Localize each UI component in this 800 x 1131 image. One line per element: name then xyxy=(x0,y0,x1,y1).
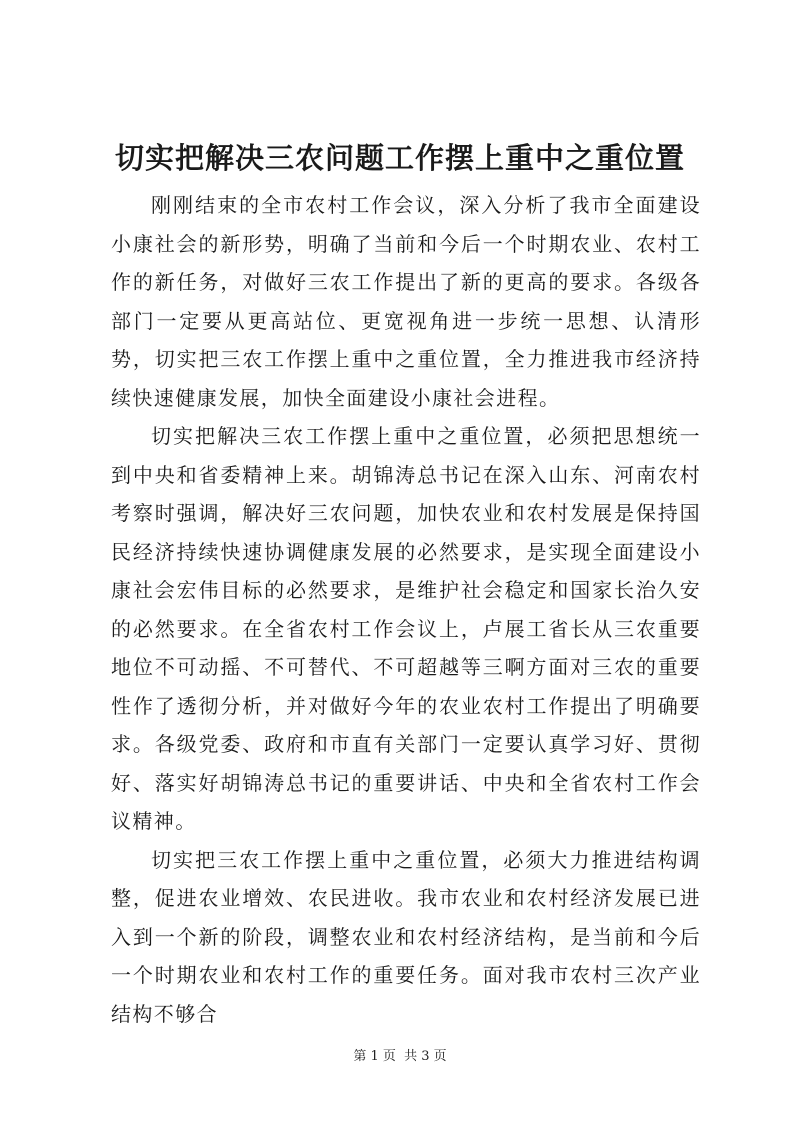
document-title: 切实把解决三农问题工作摆上重中之重位置 xyxy=(114,141,685,175)
page-total: 共 3 页 xyxy=(404,1049,447,1064)
paragraph-1: 刚刚结束的全市农村工作会议，深入分析了我市全面建设小康社会的新形势，明确了当前和今后一个时期农业、农村工作的新任务，对做好三农工作提出了新的更高的要求。各级各部门一定要从更高站位、更宽视角进一步统一思想、认清形势，切实把三农工作摆上重中之重位置，全力推进我市经济持续快速健康发展，加快全面建设小康社会进程。 xyxy=(111,193,701,410)
page-number: 第 1 页 xyxy=(353,1049,396,1064)
page-footer xyxy=(0,1048,800,1066)
paragraph-3: 切实把三农工作摆上重中之重位置，必须大力推进结构调整，促进农业增效、农民进收。我市农业和农村经济发展已进入到一个新的阶段，调整农业和农村经济结构，是当前和今后一个时期农业和农村工作的重要任务。面对我市农村三次产业结构不够合 xyxy=(111,847,701,1026)
document-body xyxy=(111,186,701,1033)
paragraph-2: 切实把解决三农工作摆上重中之重位置，必须把思想统一到中央和省委精神上来。胡锦涛总书记在深入山东、河南农村考察时强调，解决好三农问题，加快农业和农村发展是保持国民经济持续快速协调健康发展的必然要求，是实现全面建设小康社会宏伟目标的必然要求，是维护社会稳定和国家长治久安的必然要求。在全省农村工作会议上，卢展工省长从三农重要地位不可动摇、不可替代、不可超越等三啊方面对三农的重要性作了透彻分析，并对做好今年的农业农村工作提出了明确要求。各级党委、政府和市直有关部门一定要认真学习好、贯彻好、落实好胡锦涛总书记的重要讲话、中央和全省农村工作会议精神。 xyxy=(111,424,701,833)
